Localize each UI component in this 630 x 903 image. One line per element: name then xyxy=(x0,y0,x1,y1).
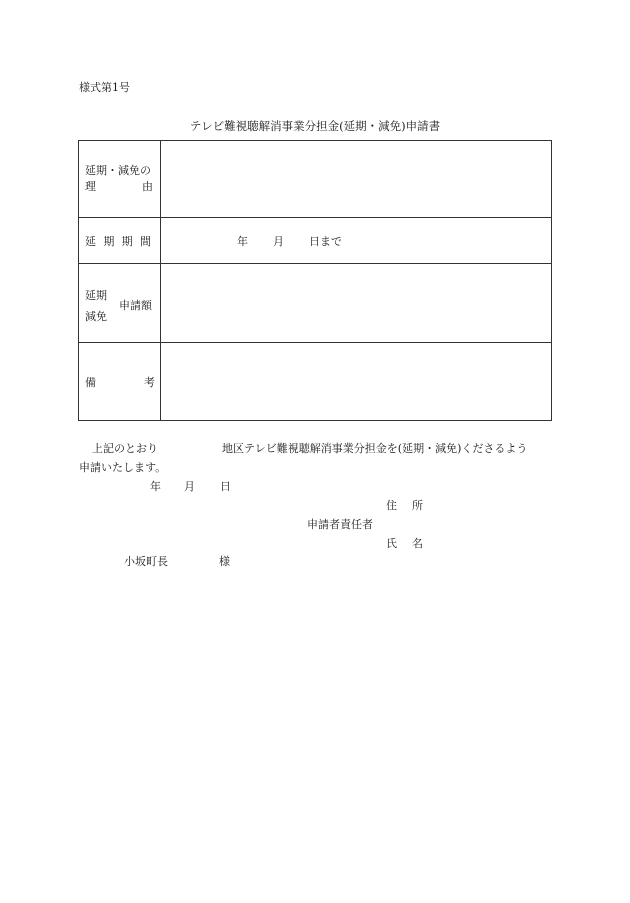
reason-label-yu: 由 xyxy=(142,180,153,193)
reason-label-cell xyxy=(79,141,161,218)
period-label-char-2: 期 xyxy=(103,234,115,248)
statement-line2: 申請いたします。 xyxy=(79,461,167,474)
name-label-shi: 氏 xyxy=(386,537,397,550)
reason-label-line1: 延期・減免の xyxy=(85,164,151,177)
date-month: 月 xyxy=(184,480,195,493)
amount-label-request: 申請額 xyxy=(119,299,152,312)
period-year: 年 xyxy=(237,235,248,248)
row-period xyxy=(79,218,552,264)
statement-prefix: 上記のとおり xyxy=(92,442,158,455)
document-title: テレビ難視聴解消事業分担金(延期・減免)申請書 xyxy=(189,119,441,133)
addressee-honorific: 様 xyxy=(219,555,230,568)
statement-middle: 地区テレビ難視聴解消事業分担金を(延期・減免)くださるよう xyxy=(222,442,528,455)
date-year: 年 xyxy=(150,480,161,493)
reason-value-cell[interactable] xyxy=(161,141,552,218)
period-value-cell[interactable] xyxy=(161,218,552,264)
address-label-sho: 所 xyxy=(412,499,423,512)
applicant-label: 申請者責任者 xyxy=(307,518,373,531)
address-label-ju: 住 xyxy=(386,499,397,512)
period-label-char-4: 間 xyxy=(139,234,151,248)
period-until: 日まで xyxy=(309,235,342,248)
amount-label-reduce: 減免 xyxy=(85,310,107,323)
reason-label-ri: 理 xyxy=(85,180,96,193)
amount-label-postpone: 延期 xyxy=(85,289,107,302)
row-reason xyxy=(79,141,552,218)
remarks-value-cell[interactable] xyxy=(161,343,552,421)
form-number: 様式第1号 xyxy=(79,81,130,94)
name-label-mei: 名 xyxy=(412,537,423,550)
date-day: 日 xyxy=(220,480,231,493)
period-label-char-1: 延 xyxy=(85,234,96,248)
period-label-cell xyxy=(79,218,161,264)
amount-value-cell[interactable] xyxy=(161,264,552,343)
remarks-label-cell xyxy=(79,343,161,421)
period-month: 月 xyxy=(273,235,284,248)
row-remarks xyxy=(79,343,552,421)
amount-label-cell xyxy=(79,264,161,343)
addressee-mayor: 小坂町長 xyxy=(124,555,168,568)
remarks-label-kou: 考 xyxy=(144,375,155,389)
remarks-label-bi: 備 xyxy=(85,375,96,389)
application-table xyxy=(78,140,552,421)
period-label-char-3: 期 xyxy=(121,234,133,248)
row-amount xyxy=(79,264,552,343)
